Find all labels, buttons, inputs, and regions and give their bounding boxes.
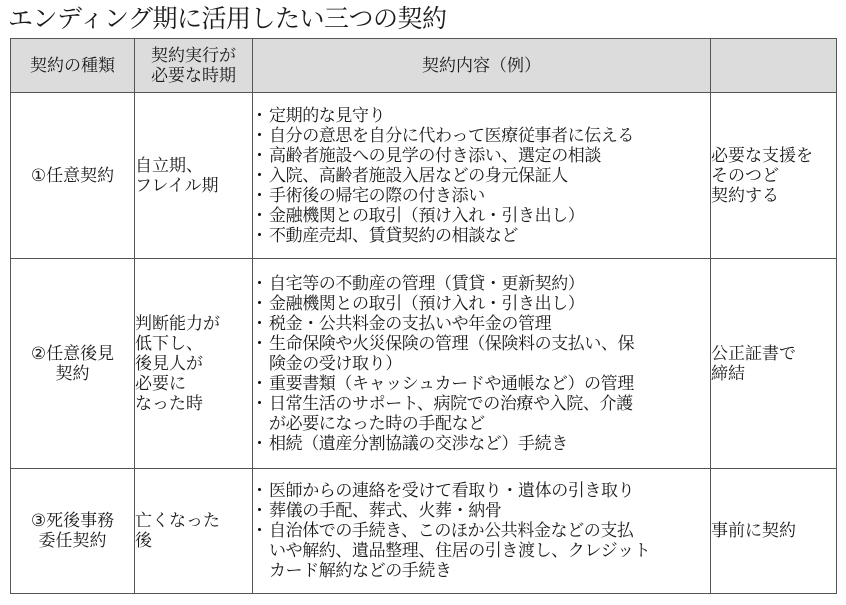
- note-line: 契約する: [711, 185, 779, 206]
- list-item: [253, 106, 710, 126]
- timing-cell: [135, 259, 253, 469]
- list-item-text: ・ 定期的な見守り: [269, 105, 386, 126]
- list-item: [253, 334, 710, 374]
- timing-line: 自立期、: [135, 155, 203, 176]
- header-row: [11, 39, 837, 93]
- table-row: [11, 259, 837, 469]
- list-item: [253, 146, 710, 166]
- list-item: [253, 481, 710, 501]
- content-cell: [253, 259, 711, 469]
- list-item-text: ・ 自治体での手続き、このほか公共料金などの支払: [269, 521, 634, 541]
- timing-line: 後: [135, 531, 152, 551]
- list-item-text: カード解約などの手続き: [269, 561, 452, 581]
- timing-cell: [135, 469, 253, 594]
- contracts-table: [10, 38, 837, 594]
- header-timing-line: 契約実行が: [151, 45, 236, 66]
- list-item-text: ・ 入院、高齢者施設入居などの身元保証人: [269, 165, 568, 186]
- list-item-text: ・ 高齢者施設への見学の付き添い、選定の相談: [269, 145, 601, 166]
- timing-line: フレイル期: [135, 175, 219, 196]
- timing-line: 低下し、: [135, 333, 203, 354]
- header-timing-line: 必要な時期: [151, 65, 236, 86]
- timing-line: 後見人が: [135, 353, 203, 374]
- list-item-text: ・ 重要書類（キャッシュカードや通帳など）の管理: [269, 373, 634, 394]
- list-item: [253, 294, 710, 314]
- header-timing: [135, 39, 253, 93]
- list-item-text: 険金の受け取り）: [269, 353, 402, 374]
- list-item: [253, 274, 710, 294]
- contract-type-line: ③死後事務: [30, 511, 115, 531]
- page-title: エンディング期に活用したい三つの契約: [8, 4, 447, 33]
- list-item: [253, 501, 710, 521]
- timing-cell: [135, 93, 253, 259]
- contract-type-cell: [11, 93, 135, 259]
- contract-type-cell: [11, 469, 135, 594]
- list-item-text: ・ 不動産売却、賃貸契約の相談など: [269, 225, 518, 246]
- note-line: 公正証書で: [711, 343, 796, 364]
- list-item-text: ・ 生命保険や火災保険の管理（保険料の支払い、保: [269, 333, 635, 354]
- timing-line: なった時: [135, 393, 203, 414]
- list-item-text: ・ 相続（遺産分割協議の交渉など）手続き: [269, 433, 568, 454]
- contract-type-line: ②任意後見: [30, 343, 115, 364]
- table-row: [11, 93, 837, 259]
- timing-line: 亡くなった: [135, 511, 220, 531]
- list-item: [253, 434, 710, 454]
- list-item-text: ・ 葬儀の手配、葬式、火葬・納骨: [269, 501, 502, 521]
- list-item-text: ・ 日常生活のサポート、病院での治療や入院、介護: [269, 393, 633, 414]
- note-line: 事前に契約: [711, 521, 796, 541]
- list-item-text: ・ 手術後の帰宅の際の付き添い: [269, 185, 485, 206]
- table-row: [11, 469, 837, 594]
- list-item-text: ・ 金融機関との取引（預け入れ・引き出し）: [269, 293, 585, 314]
- list-item: [253, 394, 710, 434]
- list-item-text: が必要になった時の手配など: [269, 413, 485, 434]
- header-type: 契約の種類: [11, 39, 135, 93]
- list-item: [253, 521, 710, 581]
- note-line: 必要な支援を: [711, 145, 813, 166]
- list-item: [253, 206, 710, 226]
- list-item-text: ・ 金融機関との取引（預け入れ・引き出し）: [269, 205, 585, 226]
- list-item-text: ・ 自宅等の不動産の管理（賃貸・更新契約）: [269, 273, 585, 294]
- note-line: 締結: [711, 363, 745, 384]
- contract-type-line: 委任契約: [38, 531, 107, 551]
- contract-type-line: ①任意契約: [30, 165, 115, 186]
- list-item: [253, 226, 710, 246]
- content-list: [253, 106, 710, 246]
- content-cell: [253, 469, 711, 594]
- note-cell: [711, 93, 837, 259]
- header-note: [711, 39, 837, 93]
- list-item-text: ・ 医師からの連絡を受けて看取り・遺体の引き取り: [269, 481, 635, 501]
- list-item: [253, 314, 710, 334]
- list-item-text: いや解約、遺品整理、住居の引き渡し、クレジット: [269, 541, 651, 561]
- list-item-text: ・ 税金・公共料金の支払いや年金の管理: [269, 313, 552, 334]
- content-cell: [253, 93, 711, 259]
- timing-line: 判断能力が: [135, 313, 220, 334]
- content-list: [253, 274, 710, 454]
- list-item-text: ・ 自分の意思を自分に代わって医療従事者に伝える: [269, 125, 635, 146]
- note-line: そのつど: [711, 165, 779, 186]
- list-item: [253, 126, 710, 146]
- list-item: [253, 186, 710, 206]
- list-item: [253, 166, 710, 186]
- timing-line: 必要に: [135, 373, 186, 394]
- contract-type-line: 契約: [55, 363, 90, 384]
- list-item: [253, 374, 710, 394]
- note-cell: [711, 469, 837, 594]
- content-list: [253, 481, 710, 581]
- note-cell: [711, 259, 837, 469]
- contract-type-cell: [11, 259, 135, 469]
- header-content: 契約内容（例）: [253, 39, 711, 93]
